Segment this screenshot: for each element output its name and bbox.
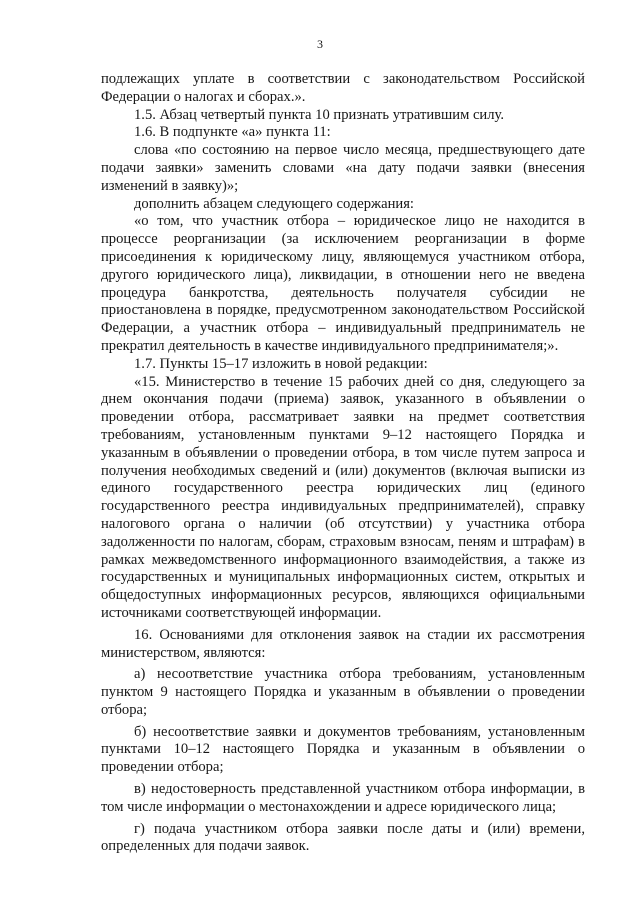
paragraph-item-16-g: г) подача участником отбора заявки после даты и (или) времени, определенных для подачи заявок. xyxy=(101,820,585,855)
paragraph-add-clause: дополнить абзацем следующего содержания: xyxy=(134,195,414,212)
paragraph-item-16: 16. Основаниями для отклонения заявок на стадии их рассмотрения министерством, являются: xyxy=(101,626,585,661)
page-number: 3 xyxy=(317,37,323,51)
paragraph-continuation: подлежащих уплате в соответствии с законодательством Российской Федерации о налогах и сборах.». xyxy=(101,71,585,105)
paragraph-item-16-a: а) несоответствие участника отбора требованиям, установленным пунктом 9 настоящего Порядка и указанным в объявлении о проведении отбора; xyxy=(101,666,585,718)
paragraph-item-16-v: в) недостоверность представленной участником отбора информации, в том числе информации о местонахождении и адресе юридического лица; xyxy=(101,781,585,815)
paragraph-1-7: 1.7. Пункты 15–17 изложить в новой редакции: xyxy=(134,355,428,372)
paragraph-1-6: 1.6. В подпункте «а» пункта 11: xyxy=(134,124,331,141)
paragraph-item-15: «15. Министерство в течение 15 рабочих дней со дня, следующего за днем окончания подачи (приема) заявок, указанного в объявлении о проведении отбора, рассматривает заявки на предмет соответствия требованиям, установленным пунктами 9–12 настоящего Порядка и указанным в объявлении о проведении отбора, в том числе путем запроса и получения необходимых сведений и (или) документов (включая выписки из единого государственного реестра юридических лиц (единого государственного реестра индивидуальных предпринимателей), справку налогового органа о наличии (об отсутствии) у участника отбора задолженности по налогам, сборам, страховым взносам, пеням и штрафам) в рамках межведомственного информационного взаимодействия, а также из государственных и муниципальных информационных систем, открытых и общедоступных информационных ресурсов, являющихся официальными источниками соответствующей информации. xyxy=(101,373,585,621)
paragraph-item-16-b: б) несоответствие заявки и документов требованиям, установленным пунктами 10–12 настоящего Порядка и указанным в объявлении о проведении отбора; xyxy=(101,723,585,776)
paragraph-replace-words: слова «по состоянию на первое число месяца, предшествующего дате подачи заявки» заменить словами «на дату подачи заявки (внесения изменений в заявку)»; xyxy=(101,142,585,194)
document-body xyxy=(101,71,585,856)
paragraph-new-clause-text: «о том, что участник отбора – юридическое лицо не находится в процессе реорганизации (за исключением реорганизации в форме присоединения к юридическому лицу, являющемуся участником отбора, другого юридического лица), ликвидации, в отношении него не введена процедура банкротства, деятельность получателя субсидии не приостановлена в порядке, предусмотренном законодательством Российской Федерации, а участник отбора – индивидуальный предприниматель не прекратил деятельность в качестве индивидуального предпринимателя;». xyxy=(101,213,585,354)
paragraph-1-5: 1.5. Абзац четвертый пункта 10 признать утратившим силу. xyxy=(134,106,505,123)
